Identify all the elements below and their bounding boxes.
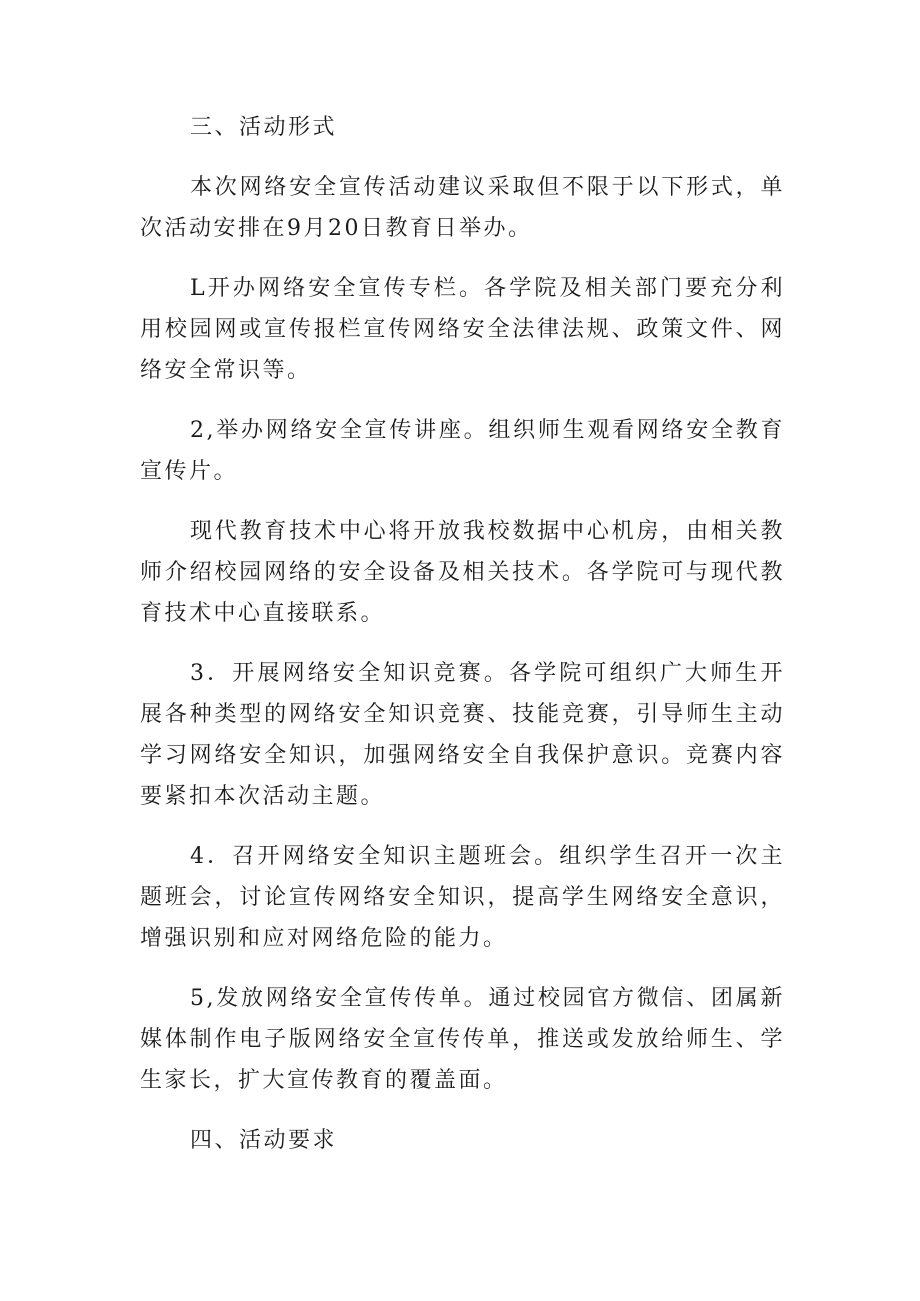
item-2-detail-paragraph: 现代教育技术中心将开放我校数据中心机房，由相关教师介绍校园网络的安全设备及相关技术。各学院可与现代教育技术中心直接联系。 — [140, 519, 785, 626]
intro-paragraph: 本次网络安全宣传活动建议采取但不限于以下形式，单次活动安排在9月20日教育日举办。 — [140, 175, 785, 241]
item-5-paragraph: 5,发放网络安全宣传传单。通过校园官方微信、团属新媒体制作电子版网络安全宣传传单，推送或发放给师生、学生家长，扩大宣传教育的覆盖面。 — [140, 986, 785, 1093]
item-2-paragraph: 2,举办网络安全宣传讲座。组织师生观看网络安全教育宣传片。 — [140, 418, 785, 484]
item-4-paragraph: 4．召开网络安全知识主题班会。组织学生召开一次主题班会，讨论宣传网络安全知识，提高学生网络安全意识，增强识别和应对网络危险的能力。 — [140, 844, 785, 951]
section-four-heading: 四、活动要求 — [190, 1128, 338, 1153]
section-three-heading: 三、活动形式 — [190, 115, 338, 140]
document-body — [140, 107, 785, 1180]
item-1-paragraph: L开办网络安全宣传专栏。各学院及相关部门要充分利用校园网或宣传报栏宣传网络安全法律法规、政策文件、网络安全常识等。 — [140, 276, 785, 383]
item-3-paragraph: 3．开展网络安全知识竞赛。各学院可组织广大师生开展各种类型的网络安全知识竞赛、技能竞赛，引导师生主动学习网络安全知识，加强网络安全自我保护意识。竞赛内容要紧扣本次活动主题。 — [140, 661, 785, 809]
